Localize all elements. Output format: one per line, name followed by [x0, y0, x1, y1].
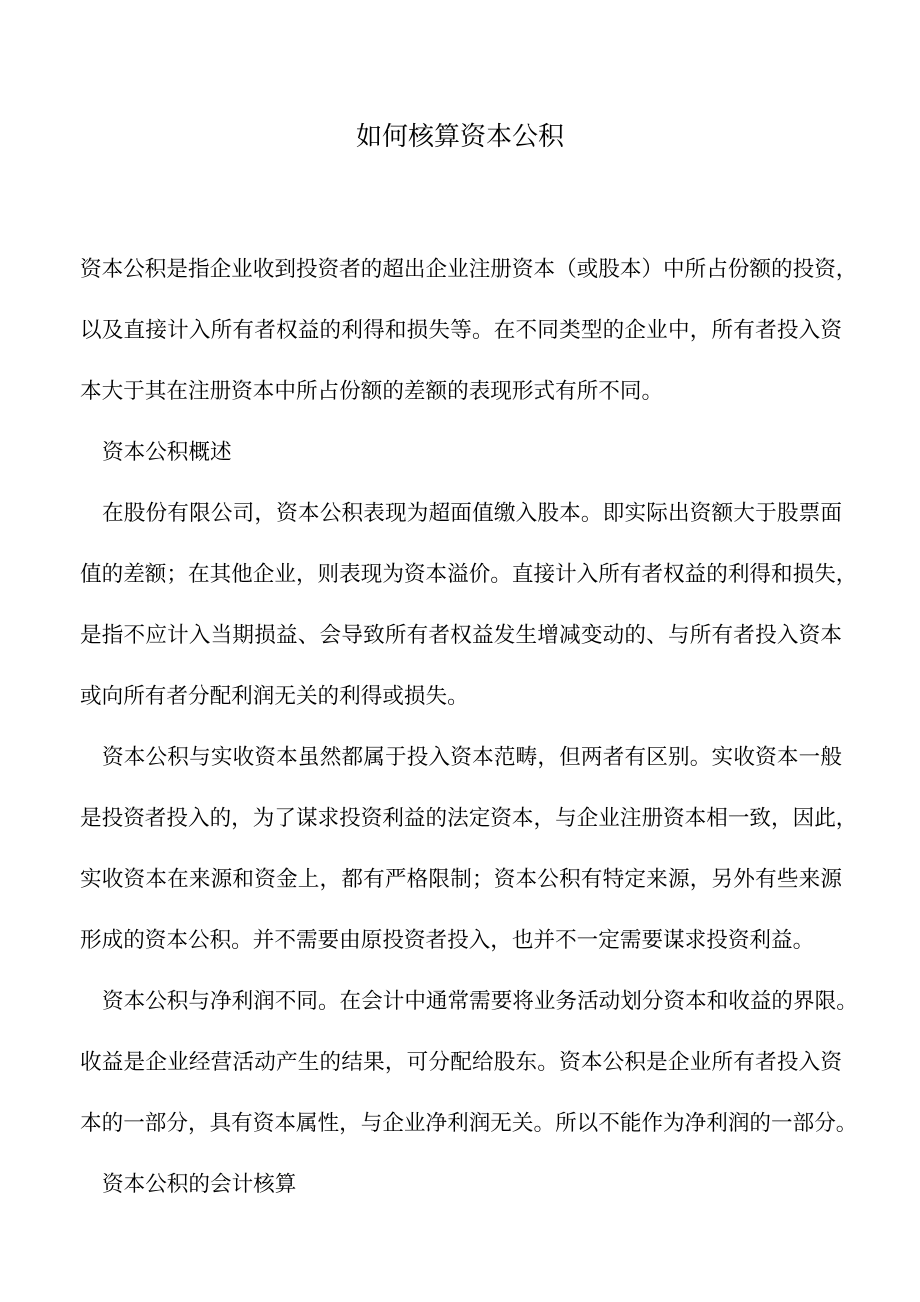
- text-line: 值的差额；在其他企业，则表现为资本溢价。直接计入所有者权益的利得和损失，: [80, 562, 858, 587]
- text-line: 本的一部分，具有资本属性，与企业净利润无关。所以不能作为净利润的一部分。: [80, 1111, 858, 1136]
- paragraph: [80, 496, 858, 740]
- text-line: 形成的资本公积。并不需要由原投资者投入，也并不一定需要谋求投资利益。: [80, 928, 815, 953]
- section-heading: [80, 1167, 842, 1228]
- text-line: 是投资者投入的，为了谋求投资利益的法定资本，与企业注册资本相一致，因此，: [80, 806, 858, 831]
- document-title: 如何核算资本公积: [355, 122, 564, 152]
- paragraph: [80, 984, 858, 1167]
- text-line: 在股份有限公司，资本公积表现为超面值缴入股本。即实际出资额大于股票面: [102, 501, 842, 526]
- section-heading: [80, 435, 842, 496]
- text-line: 本大于其在注册资本中所占份额的差额的表现形式有所不同。: [80, 379, 664, 404]
- text-line: 收益是企业经营活动产生的结果，可分配给股东。资本公积是企业所有者投入资: [80, 1050, 842, 1075]
- paragraph: [80, 252, 858, 435]
- text-line: 资本公积与净利润不同。在会计中通常需要将业务活动划分资本和收益的界限。: [102, 989, 858, 1014]
- text-line: 实收资本在来源和资金上，都有严格限制；资本公积有特定来源，另外有些来源: [80, 867, 842, 892]
- text-line: 是指不应计入当期损益、会导致所有者权益发生增减变动的、与所有者投入资本: [80, 623, 842, 648]
- text-line: 资本公积概述: [102, 440, 232, 465]
- document-body: [80, 252, 858, 1228]
- text-line: 资本公积是指企业收到投资者的超出企业注册资本（或股本）中所占份额的投资，: [80, 257, 858, 282]
- text-line: 资本公积的会计核算: [102, 1172, 297, 1197]
- text-line: 以及直接计入所有者权益的利得和损失等。在不同类型的企业中，所有者投入资: [80, 318, 842, 343]
- text-line: 资本公积与实收资本虽然都属于投入资本范畴，但两者有区别。实收资本一般: [102, 745, 842, 770]
- text-line: 或向所有者分配利润无关的利得或损失。: [80, 684, 469, 709]
- paragraph: [80, 740, 858, 984]
